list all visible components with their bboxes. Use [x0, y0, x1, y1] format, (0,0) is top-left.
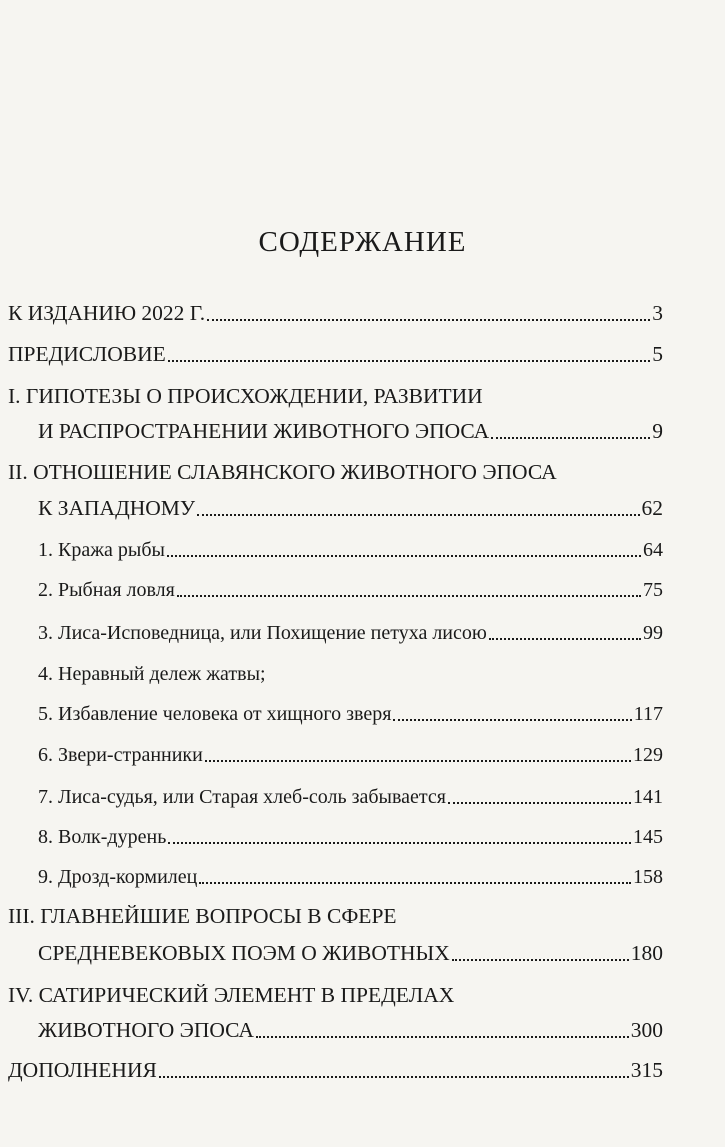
toc-entry-label-continued: И РАСПРОСТРАНЕНИИ ЖИВОТНОГО ЭПОСА — [38, 419, 490, 443]
toc-entry-page: 9 — [652, 419, 663, 443]
toc-entry[interactable] — [38, 419, 663, 444]
toc-entry-label: ДОПОЛНЕНИЯ — [8, 1058, 157, 1082]
toc-entry-label: 9. Дрозд-кормилец — [38, 866, 198, 888]
toc-entry-label[interactable]: II. ОТНОШЕНИЕ СЛАВЯНСКОГО ЖИВОТНОГО ЭПОСА — [8, 460, 557, 484]
toc-entry[interactable] — [38, 622, 663, 645]
toc-entry[interactable] — [38, 539, 663, 562]
leader-dots — [393, 719, 631, 721]
toc-entry[interactable] — [8, 301, 663, 326]
leader-dots — [168, 360, 651, 362]
leader-dots — [159, 1076, 629, 1078]
toc-entry-page: 3 — [652, 301, 663, 325]
leader-dots — [199, 882, 631, 884]
leader-dots — [452, 959, 629, 961]
toc-entry-label: 1. Кража рыбы — [38, 539, 165, 561]
toc-entry-page: 145 — [633, 826, 663, 848]
toc-entry-page: 99 — [643, 622, 663, 644]
toc-entry-page: 129 — [633, 744, 663, 766]
toc-entry[interactable] — [38, 941, 663, 966]
toc-entry-label-continued: СРЕДНЕВЕКОВЫХ ПОЭМ О ЖИВОТНЫХ — [38, 941, 450, 965]
toc-entry-label[interactable]: 4. Неравный дележ жатвы; — [38, 663, 266, 685]
toc-entry[interactable] — [38, 866, 663, 889]
toc-entry-page: 5 — [652, 342, 663, 366]
toc-entry-page: 141 — [633, 786, 663, 808]
toc-entry-label[interactable]: I. ГИПОТЕЗЫ О ПРОИСХОЖДЕНИИ, РАЗВИТИИ — [8, 384, 483, 408]
toc-entry[interactable] — [38, 786, 663, 809]
toc-entry[interactable] — [38, 496, 663, 521]
leader-dots — [491, 437, 650, 439]
toc-entry[interactable] — [8, 342, 663, 367]
toc-entry[interactable] — [8, 1058, 663, 1083]
toc-entry[interactable] — [38, 744, 663, 767]
toc-entry-page: 300 — [630, 1018, 663, 1042]
leader-dots — [256, 1036, 629, 1038]
toc-entry-page: 64 — [643, 539, 663, 561]
leader-dots — [197, 514, 639, 516]
leader-dots — [207, 319, 650, 321]
toc-entry-page: 62 — [641, 496, 663, 520]
leader-dots — [168, 842, 631, 844]
toc-entry-label: 5. Избавление человека от хищного зверя — [38, 703, 392, 725]
toc-entry[interactable] — [38, 1018, 663, 1043]
toc-entry-label[interactable]: III. ГЛАВНЕЙШИЕ ВОПРОСЫ В СФЕРЕ — [8, 904, 397, 928]
toc-entry-label-continued: ЖИВОТНОГО ЭПОСА — [38, 1018, 254, 1042]
page-title: СОДЕРЖАНИЕ — [258, 226, 467, 258]
toc-entry-label: 8. Волк-дурень — [38, 826, 167, 848]
toc-entry[interactable] — [38, 703, 663, 726]
leader-dots — [489, 638, 641, 640]
toc-entry-page: 158 — [633, 866, 663, 888]
toc-entry-label: 3. Лиса-Исповедница, или Похищение петуха лисою — [38, 622, 487, 644]
toc-entry-label: К ИЗДАНИЮ 2022 Г. — [8, 301, 206, 325]
toc-entry-page: 315 — [630, 1058, 663, 1082]
toc-entry-label: ПРЕДИСЛОВИЕ — [8, 342, 166, 366]
toc-entry-label: 7. Лиса-судья, или Старая хлеб-соль забывается — [38, 786, 446, 808]
leader-dots — [167, 555, 641, 557]
toc-entry-page: 75 — [643, 579, 663, 601]
toc-entry-page: 117 — [633, 703, 663, 725]
toc-entry-page: 180 — [630, 941, 663, 965]
leader-dots — [177, 595, 641, 597]
toc-entry[interactable] — [38, 579, 663, 602]
toc-entry[interactable] — [38, 826, 663, 849]
leader-dots — [448, 802, 631, 804]
leader-dots — [205, 760, 631, 762]
toc-entry-label[interactable]: IV. САТИРИЧЕСКИЙ ЭЛЕМЕНТ В ПРЕДЕЛАХ — [8, 983, 455, 1007]
toc-entry-label-continued: К ЗАПАДНОМУ — [38, 496, 196, 520]
toc-entry-label: 2. Рыбная ловля — [38, 579, 175, 601]
toc-entry-label: 6. Звери-странники — [38, 744, 203, 766]
